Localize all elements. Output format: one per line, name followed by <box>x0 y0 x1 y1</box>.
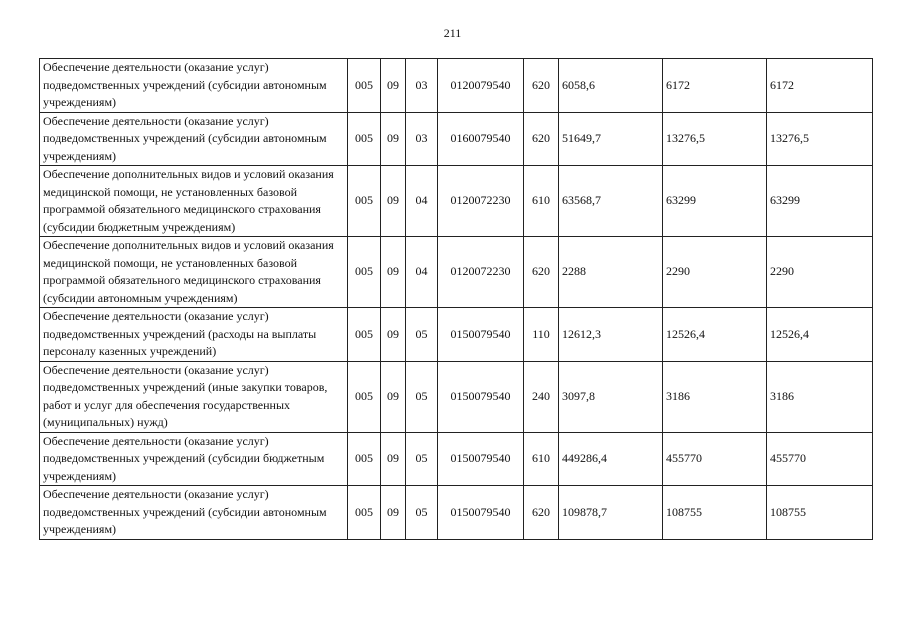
amount-year-2: 108755 <box>663 486 767 540</box>
table-row <box>40 486 873 540</box>
amount-year-3: 108755 <box>767 486 873 540</box>
subsection-code: 05 <box>406 308 438 362</box>
expense-type-code: 110 <box>524 308 559 362</box>
section-code: 09 <box>381 361 406 432</box>
row-description: Обеспечение деятельности (оказание услуг) подведомственных учреждений (субсидии автономным учреждениям) <box>40 112 348 166</box>
expense-type-code: 620 <box>524 112 559 166</box>
row-description: Обеспечение деятельности (оказание услуг) подведомственных учреждений (иные закупки товаров, работ и услуг для обеспечения государственных (муниципальных) нужд) <box>40 361 348 432</box>
expense-type-code: 620 <box>524 59 559 113</box>
table-row <box>40 361 873 432</box>
table-row <box>40 112 873 166</box>
ministry-code: 005 <box>348 112 381 166</box>
amount-year-1: 109878,7 <box>559 486 663 540</box>
expense-type-code: 610 <box>524 166 559 237</box>
target-article-code: 0150079540 <box>438 361 524 432</box>
target-article-code: 0120079540 <box>438 59 524 113</box>
section-code: 09 <box>381 432 406 486</box>
amount-year-2: 6172 <box>663 59 767 113</box>
amount-year-2: 455770 <box>663 432 767 486</box>
target-article-code: 0150079540 <box>438 486 524 540</box>
amount-year-2: 3186 <box>663 361 767 432</box>
subsection-code: 03 <box>406 112 438 166</box>
amount-year-2: 13276,5 <box>663 112 767 166</box>
amount-year-2: 2290 <box>663 237 767 308</box>
budget-table <box>39 58 873 540</box>
amount-year-1: 12612,3 <box>559 308 663 362</box>
amount-year-1: 63568,7 <box>559 166 663 237</box>
amount-year-2: 63299 <box>663 166 767 237</box>
ministry-code: 005 <box>348 486 381 540</box>
ministry-code: 005 <box>348 361 381 432</box>
ministry-code: 005 <box>348 432 381 486</box>
page-number: 211 <box>443 26 462 40</box>
expense-type-code: 610 <box>524 432 559 486</box>
subsection-code: 05 <box>406 486 438 540</box>
row-description: Обеспечение деятельности (оказание услуг) подведомственных учреждений (субсидии автономным учреждениям) <box>40 59 348 113</box>
target-article-code: 0150079540 <box>438 308 524 362</box>
row-description: Обеспечение деятельности (оказание услуг) подведомственных учреждений (субсидии бюджетным учреждениям) <box>40 432 348 486</box>
table-row <box>40 308 873 362</box>
amount-year-3: 2290 <box>767 237 873 308</box>
amount-year-1: 3097,8 <box>559 361 663 432</box>
amount-year-3: 13276,5 <box>767 112 873 166</box>
section-code: 09 <box>381 59 406 113</box>
ministry-code: 005 <box>348 166 381 237</box>
table-row <box>40 166 873 237</box>
row-description: Обеспечение дополнительных видов и условий оказания медицинской помощи, не установленных базовой программой обязательного медицинского страхования (субсидии автономным учреждениям) <box>40 237 348 308</box>
section-code: 09 <box>381 308 406 362</box>
amount-year-1: 51649,7 <box>559 112 663 166</box>
amount-year-3: 6172 <box>767 59 873 113</box>
amount-year-2: 12526,4 <box>663 308 767 362</box>
section-code: 09 <box>381 486 406 540</box>
expense-type-code: 620 <box>524 237 559 308</box>
table-row <box>40 432 873 486</box>
amount-year-1: 449286,4 <box>559 432 663 486</box>
target-article-code: 0150079540 <box>438 432 524 486</box>
expense-type-code: 620 <box>524 486 559 540</box>
subsection-code: 05 <box>406 432 438 486</box>
subsection-code: 04 <box>406 166 438 237</box>
amount-year-3: 63299 <box>767 166 873 237</box>
table-row <box>40 237 873 308</box>
target-article-code: 0120072230 <box>438 237 524 308</box>
section-code: 09 <box>381 166 406 237</box>
row-description: Обеспечение деятельности (оказание услуг) подведомственных учреждений (расходы на выплаты персоналу казенных учреждений) <box>40 308 348 362</box>
subsection-code: 03 <box>406 59 438 113</box>
target-article-code: 0120072230 <box>438 166 524 237</box>
section-code: 09 <box>381 112 406 166</box>
subsection-code: 04 <box>406 237 438 308</box>
expense-type-code: 240 <box>524 361 559 432</box>
amount-year-3: 3186 <box>767 361 873 432</box>
section-code: 09 <box>381 237 406 308</box>
subsection-code: 05 <box>406 361 438 432</box>
ministry-code: 005 <box>348 237 381 308</box>
table-row <box>40 59 873 113</box>
amount-year-1: 6058,6 <box>559 59 663 113</box>
ministry-code: 005 <box>348 308 381 362</box>
amount-year-3: 455770 <box>767 432 873 486</box>
row-description: Обеспечение деятельности (оказание услуг) подведомственных учреждений (субсидии автономным учреждениям) <box>40 486 348 540</box>
amount-year-3: 12526,4 <box>767 308 873 362</box>
row-description: Обеспечение дополнительных видов и условий оказания медицинской помощи, не установленных базовой программой обязательного медицинского страхования (субсидии бюджетным учреждениям) <box>40 166 348 237</box>
amount-year-1: 2288 <box>559 237 663 308</box>
target-article-code: 0160079540 <box>438 112 524 166</box>
ministry-code: 005 <box>348 59 381 113</box>
